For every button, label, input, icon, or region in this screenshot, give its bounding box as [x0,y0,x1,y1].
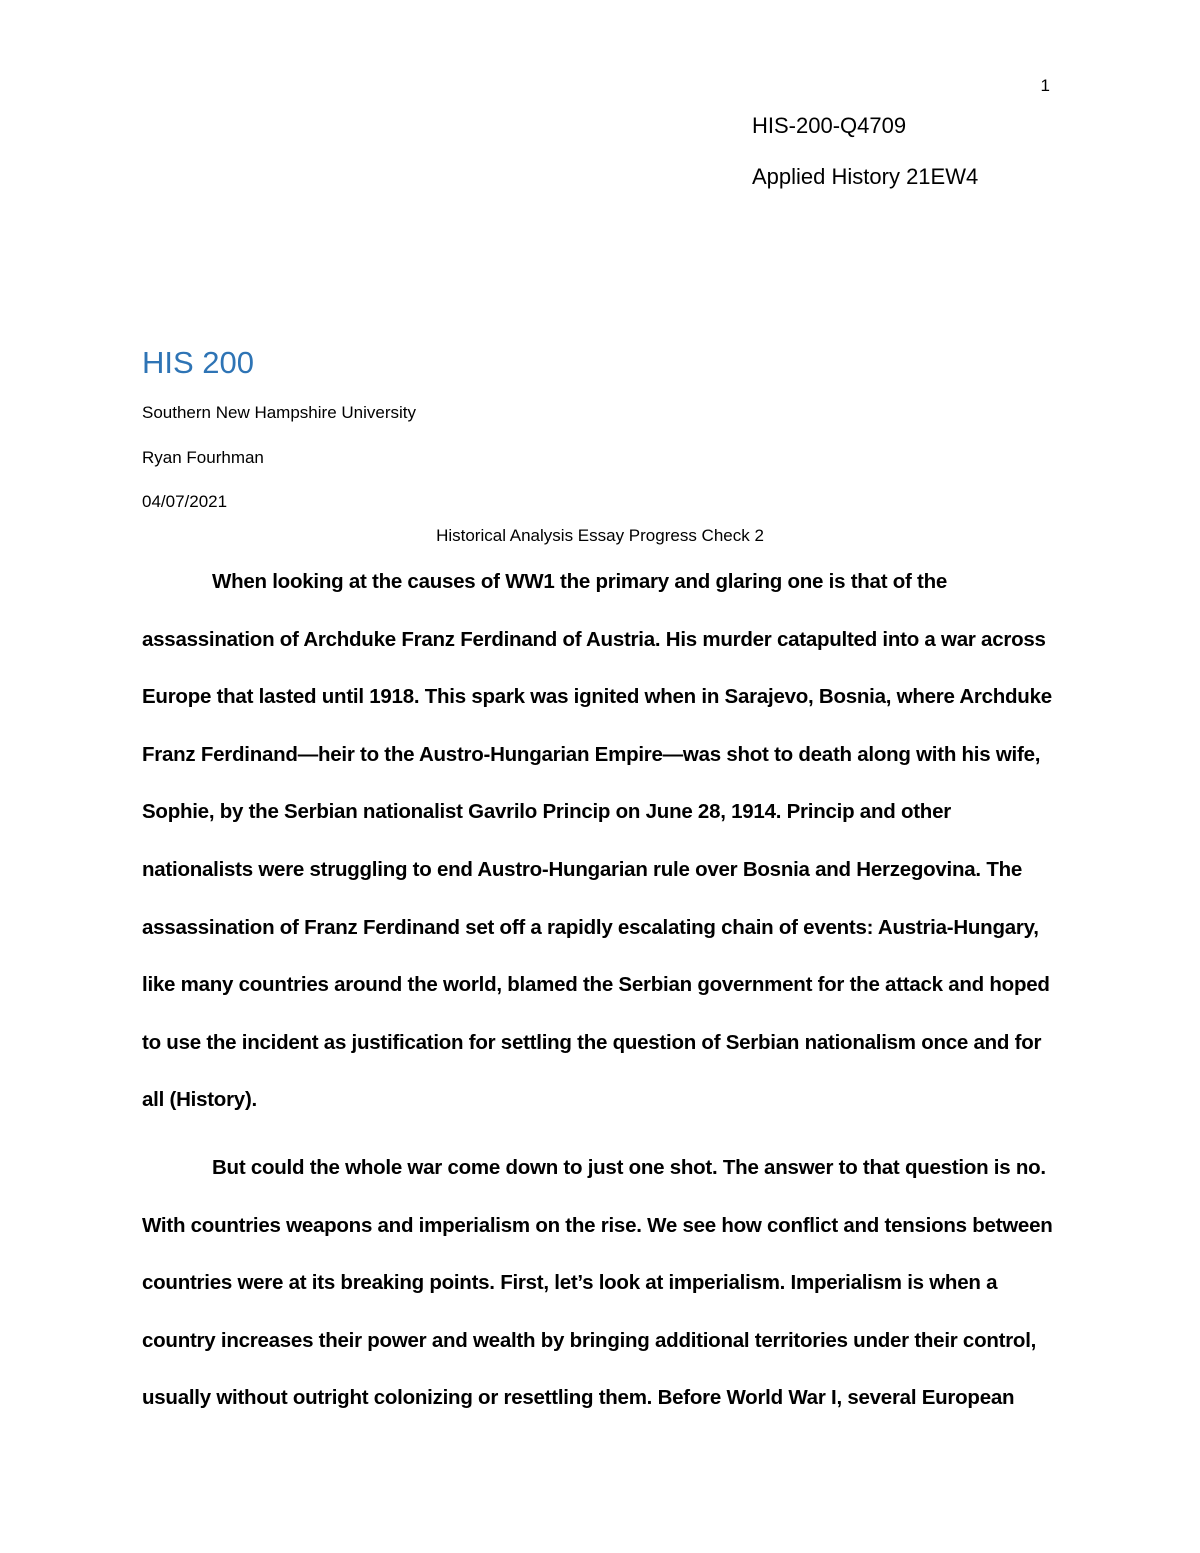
author-info [142,391,416,525]
paragraph-line: country increases their power and wealth by bringing additional territories under their control, [142,1328,1037,1352]
paragraph-line: usually without outright colonizing or resettling them. Before World War I, several European [142,1386,1015,1410]
essay-paragraph-1 [142,553,1060,1129]
paragraph-line: assassination of Archduke Franz Ferdinand of Austria. His murder catapulted into a war across [142,627,1046,651]
paragraph-line: But could the whole war come down to just one shot. The answer to that question is no. [212,1156,1046,1179]
document-date: 04/07/2021 [142,492,228,511]
paragraph-line: to use the incident as justification for settling the question of Serbian nationalism once and for [142,1030,1042,1054]
paragraph-line: Franz Ferdinand—heir to the Austro-Hungarian Empire—was shot to death along with his wife, [142,742,1041,766]
paragraph-line: Sophie, by the Serbian nationalist Gavrilo Princip on June 28, 1914. Princip and other [142,800,951,824]
paragraph-line: all (History). [142,1088,257,1112]
paragraph-line: nationalists were struggling to end Austro-Hungarian rule over Bosnia and Herzegovina. The [142,857,1023,881]
page-number: 1 [1040,76,1050,95]
paragraph-line: When looking at the causes of WW1 the primary and glaring one is that of the [212,570,948,593]
paragraph-line: assassination of Franz Ferdinand set off a rapidly escalating chain of events: Austria-Hungary, [142,915,1039,939]
paragraph-line: countries were at its breaking points. First, let’s look at imperialism. Imperialism is when a [142,1271,998,1295]
course-code: HIS-200-Q4709 [752,113,907,138]
paragraph-line: like many countries around the world, blamed the Serbian government for the attack and hoped [142,973,1050,997]
author-name: Ryan Fourhman [142,447,264,467]
course-section: Applied History 21EW4 [752,164,979,189]
paragraph-line: With countries weapons and imperialism on the rise. We see how conflict and tensions between [142,1213,1053,1237]
essay-paragraph-2 [142,1139,1060,1427]
document-title: HIS 200 [142,345,255,380]
paragraph-line: Europe that lasted until 1918. This spark was ignited when in Sarajevo, Bosnia, where Archduke [142,685,1052,709]
course-header [752,100,978,202]
university-name: Southern New Hampshire University [142,403,416,422]
essay-heading: Historical Analysis Essay Progress Check 2 [436,526,764,545]
